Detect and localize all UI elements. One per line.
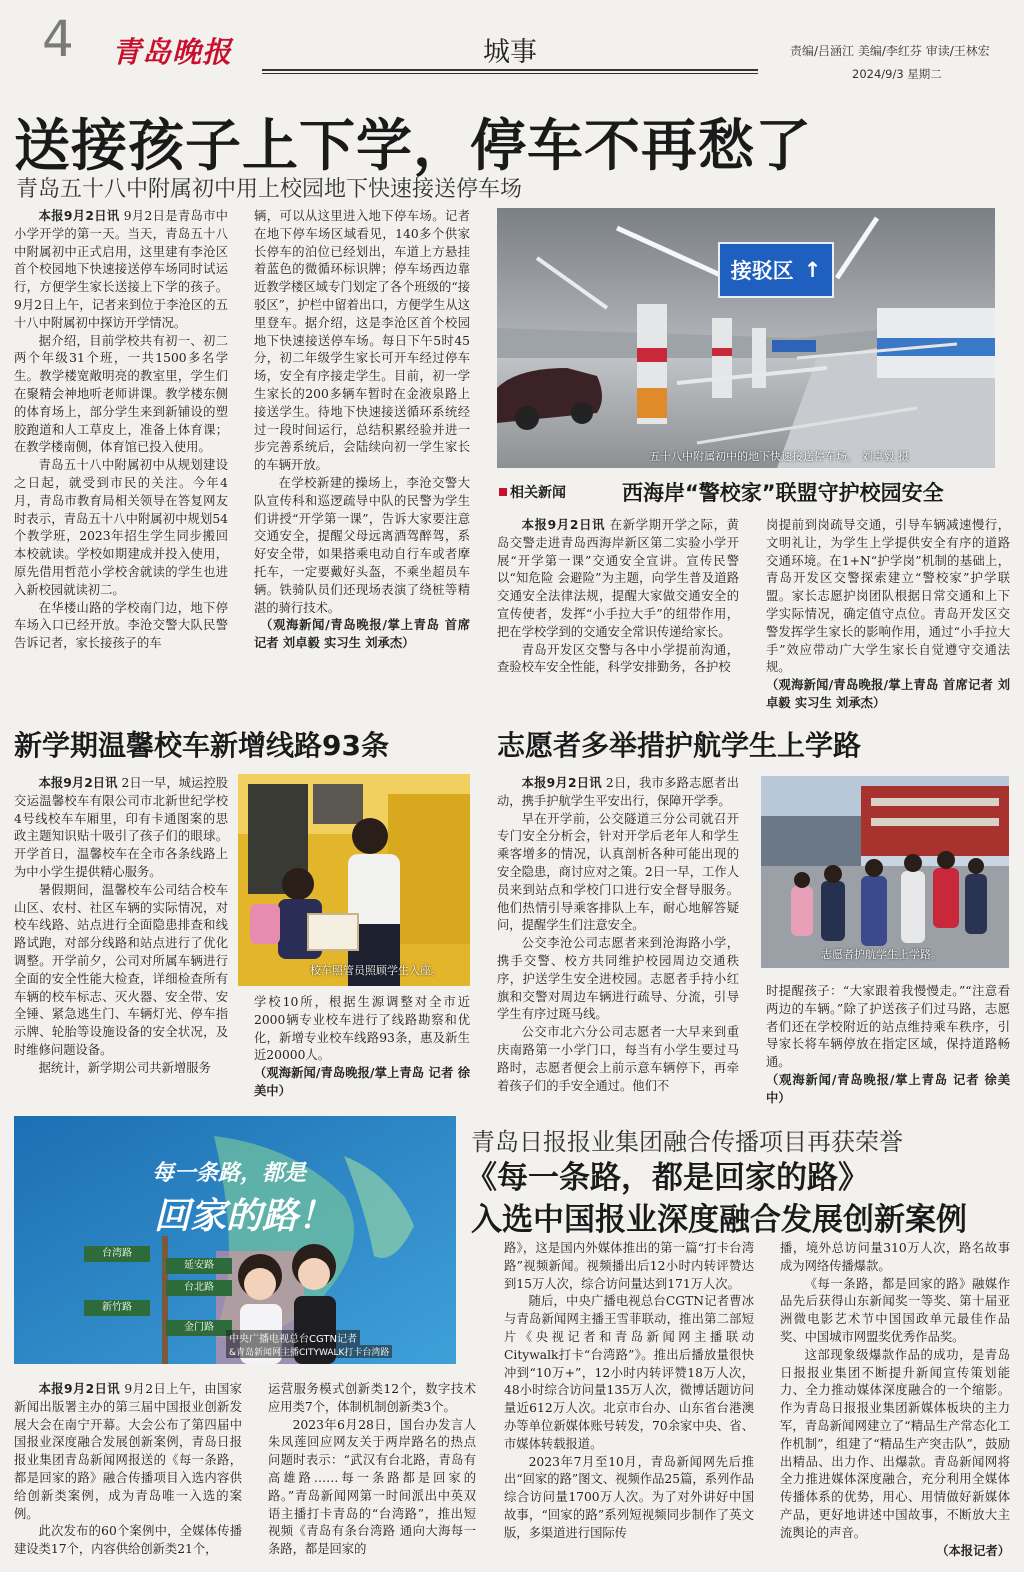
media-headline-line1: 《每一条路，都是回家的路》 [466,1160,869,1196]
main-subhead: 青岛五十八中附属初中用上校园地下快速接送停车场 [16,177,523,202]
bus-story-col1: 本报9月2日讯 2日一早，城运控股交运温馨校车有限公司市北新世纪学校4号线校车车厢里，印有卡通图案的思政主题知识贴十吸引了孩子们的眼球。开学首日，温馨校车在全市各条线路上为中小学生提供精心服务。 暑假期间，温馨校车公司结合校车山区、农村、社区车辆的实际情况，对校车线路、站点进行全面隐患排查和线路试跑，对部分线路和站点进行了优化调整。开学前夕，公司对所属车辆进行全面的安全性能大检查，详细检查所有车辆的校车标志、灭火器、安全带、安全锤、紧急逃生门、车辆灯光、停车指示牌、轮胎等设施设备的安全状况，及时维修问题设备。 据统计，新学期公司共新增服务 [14,776,228,1075]
promo-caption-line2: &青岛新闻网主播CITYWALK打卡台湾路 [226,1345,392,1358]
street-sign-3: 新竹路 [84,1300,150,1316]
bus-story-col2: 学校10所，根据生源调整对全市近2000辆专业校车进行了线路勘察和优化，新增专业校车线路93条，惠及新生近20000人。 （观海新闻/青岛晚报/掌上青岛 记者 徐美中） [254,995,470,1098]
media-col1: 本报9月2日讯 9月2日上午，由国家新闻出版署主办的第三届中国报业创新发展大会在南宁开幕。大会公布了第四届中国报业深度融合发展创新案例，青岛日报报业集团青岛新闻网报送的《每一条路，都是回家的路》融合传播项目入选内容供给创新类案例，成为青岛唯一入选的案例。 此次发布的60个案例中，全媒体传播建设类17个，内容供给创新类21个， [14,1382,242,1557]
related-news-tag: 相关新闻 [499,482,566,502]
arrow-up-icon: ↑ [803,258,822,282]
parking-sign [718,242,834,298]
bus-headline: 新学期温馨校车新增线路93条 [14,729,389,762]
main-story-col1: 本报9月2日讯 9月2日是青岛市中小学开学的第一天。当天，青岛五十八中附属初中正式启用，这里建有李沧区首个校园地下快速接送停车场同时试运行，方便学生家长送接上下学的孩子。9月2日上午，记者来到位于李沧区的五十八中附属初中探访开学情况。 据介绍，目前学校共有初一、初二两个年级31个班，一共1500多名学生。教学楼宽敞明亮的教室里，学生们在聚精会神地听老师讲课。教学楼东侧的体育场上，部分学生来到新铺设的塑胶跑道和人工草皮上，准备上体育课；在教学楼南侧，体育馆已投入使用。 青岛五十八中附属初中从规划建设之日起，就受到市民的关注。今年4月，青岛市教育局相关领导在答复网友时表示，青岛五十八中附属初中规划54个教学班，2023年招生学生同步搬回本校就读。学校如期建成并投入使用，原先借用哲范小学校舍就读的学生也进入新校园就读初二。 在华楼山路的学校南门边，地下停车场入口已经开放。李沧交警大队民警告诉记者，家长接孩子的车 [14,209,228,651]
lead-label: 本报9月2日讯 [38,209,120,223]
editor-credits: 责编/吕涵江 美编/李红芬 审读/王林宏 [790,44,990,58]
street-sign-2: 台北路 [166,1280,232,1296]
volunteer-headline: 志愿者多举措护航学生上学路 [497,729,862,762]
page-number: 4 [42,10,74,68]
header-rule-thin [262,73,758,74]
volunteer-col2: 时提醒孩子：“大家跟着我慢慢走。”“注意看两边的车辆。”除了护送孩子们过马路，志愿者们还在学校附近的站点维持乘车秩序，引导家长将车辆停放在指定区域，保持道路畅通。 （观海新闻/青岛晚报/掌上青岛 记者 徐美中） [766,984,1010,1105]
media-col4: 播，境外总访问量310万人次，路名故事成为网络传播爆款。 《每一条路，都是回家的路》融媒作品先后获得山东新闻奖一等奖、第十届亚洲微电影艺术节中国国政单元最佳作品奖、中国城市网盟奖优秀作品奖。 这部现象级爆款作品的成功，是青岛日报报业集团不断提升新闻宣传策划能力、全力推动媒体深度融合的一个缩影。作为青岛日报报业集团新媒体板块的主力军，青岛新闻网建立了“精品生产常态化工作机制”，组建了“精品生产突击队”，鼓励出精品、出力作、出爆款。青岛新闻网将全力推进媒体深度融合，充分利用全媒体传播体系的优势，用心、用情做好新媒体产品，更好地讲述中国故事，不断放大主流舆论的声音。 （本报记者） [780,1241,1010,1558]
main-photo-garage [497,208,995,468]
volunteer-col1: 本报9月2日讯 2日，我市多路志愿者出动，携手护航学生平安出行，保障开学季。 早在开学前，公交隧道三分公司就召开专门安全分析会，针对开学后老年人和学生乘客增多的情况，认真剖析各种可能出现的安全隐患，商讨应对之策。2日一早，工作人员来到站点和学校门口进行安全督导服务。他们热情引导乘客排队上车，耐心地解答疑问，提醒学生们注意安全。 公交李沧公司志愿者来到沧海路小学，携手交警、校方共同维护校园周边交通秩序，护送学生安全进校园。志愿者手持小红旗和交警对周边车辆进行疏导、分流，引导学生有序过斑马线。 公交市北六分公司志愿者一大早来到重庆南路第一小学门口，每当有小学生要过马路时，志愿者便会上前示意车辆停下，再牵着孩子们的手安全通过。他们不 [497,776,739,1093]
red-square-icon [499,488,507,496]
street-sign-0: 台湾路 [84,1246,150,1262]
header-rule [262,69,758,71]
newspaper-logo: 青岛晚报 [112,35,233,69]
media-kicker: 青岛日报报业集团融合传播项目再获荣誉 [471,1128,903,1156]
main-story-col2: 辆，可以从这里进入地下停车场。记者在地下停车场区域看见，140多个供家长停车的泊位已经划出，车道上方悬挂着蓝色的微循环标识牌；停车场西边靠近教学楼区域专门划定了各个班级的“接驳区”，护栏中留着出口，方便学生从这里登车。据介绍，这是李沧区首个校园地下快速接送停车场。每日下午5时45分，初二年级学生家长可开车经过停车场，安全有序接走学生。目前，初一学生家长的200多辆车暂时在金液泉路上接送学生。待地下快速接送循环系统经过一段时间运行，总结积累经验并进一步完善系统后，会陆续向初一学生家长的车辆开放。 在学校新建的操场上，李沧交警大队宣传科和巡逻疏导中队的民警为学生们讲授“开学第一课”，告诉大家要注意交通安全，提醒父母远离酒驾醉驾，系好安全带，如果搭乘电动自行车或者摩托车，一定要戴好头盔，不乘坐超员车辆。铁骑队员们还现场表演了绕桩等精湛的骑行技术。 （观海新闻/青岛晚报/掌上青岛 首席记者 刘卓毅 实习生 刘承杰） [254,209,470,651]
street-sign-4: 金门路 [166,1320,232,1336]
issue-date: 2024/9/3 星期二 [852,67,942,81]
volunteer-photo-caption: 志愿者护航学生上学路。 [821,948,942,961]
promo-title-line2: 回家的路！ [154,1195,335,1237]
media-promo-image [14,1116,456,1364]
media-col3: 路》，这是国内外媒体推出的第一篇“打卡台湾路”视频新闻。视频播出后12小时内转评赞达到15万人次，综合访问量达到171万人次。 随后，中央广播电视总台CGTN记者曹冰与青岛新闻网主播王雪菲联动，推出第二部短片《央视记者和青岛新闻网主播联动Citywalk打卡“台湾路”》。推出后播放量很快冲到“10万+”，12小时内转评赞18万人次，48小时综合访问量135万人次，微博话题访问量近612万人次。北京市台办、山东省台港澳办等单位新媒体账号转发，70余家中央、省、市媒体转载报道。 2023年7月至10月，青岛新闻网先后推出“回家的路”图文、视频作品25篇，系列作品综合访问量1700万人次。为了对外讲好中国故事，“回家的路”系列短视频同步制作了英文版，多渠道进行国际传 [504,1241,754,1540]
volunteer-photo [761,776,1009,968]
related-col1: 本报9月2日讯 在新学期开学之际，黄岛交警走进青岛西海岸新区第二实验小学开展“开学第一课”交通安全宣讲。宣传民警以“知危险 会避险”为主题，向学生普及道路交通安全法律法规，提醒大家做交通安全的宣传使者，发挥“小手拉大手”的纽带作用，把在学校学到的交通安全常识传递给家长。 青岛开发区交警与各中小学提前沟通，查验校车安全性能，科学安排勤务，各护校 [497,518,739,675]
media-headline-line2: 入选中国报业深度融合发展创新案例 [471,1202,967,1238]
volunteer-illustration [761,776,1009,968]
related-col2: 岗提前到岗疏导交通，引导车辆减速慢行，文明礼让，为学生上学提供安全有序的道路交通环境。在1+N“护学岗”机制的基础上，青岛开发区交警探索建立“警校家”护学联盟。家长志愿护岗团队根据日常交通和上下学实际情况，确定值守点位。青岛开发区交警发挥学生家长的影响作用，通过“小手拉大手”效应带动广大学生家长自觉遵守交通法规。 （观海新闻/青岛晚报/掌上青岛 首席记者 刘卓毅 实习生 刘承杰） [766,518,1010,710]
section-title: 城事 [483,37,537,68]
related-headline: 西海岸“警校家”联盟守护校园安全 [622,481,944,505]
main-headline: 送接孩子上下学，停车不再愁了 [14,114,812,179]
promo-title-line1: 每一条路，都是 [152,1160,307,1186]
main-photo-caption: 五十八中附属初中的地下快速接送停车场。 刘卓毅 摄 [649,450,909,463]
bus-photo-caption: 校车照管员照顾学生入座。 [310,964,442,977]
school-bus-illustration [238,774,470,986]
promo-caption-line1: 中央广播电视总台CGTN记者 [226,1330,360,1345]
street-sign-1: 延安路 [166,1258,232,1274]
parking-sign-text: 接驳区 [730,259,794,283]
promo-map-illustration [14,1116,456,1364]
bus-photo [238,774,470,986]
media-col2: 运营服务模式创新类12个，数字技术应用类7个，体制机制创新类3个。 2023年6月28日，国台办发言人朱凤莲回应网友关于两岸路名的热点问题时表示：“武汉有台北路，青岛有高雄路……每一条路都是回家的路。”青岛新闻网第一时间派出中英双语主播打卡青岛的“台湾路”，推出短视频《青岛有条台湾路 通向大海每一条路，都是回家的 [268,1382,476,1557]
